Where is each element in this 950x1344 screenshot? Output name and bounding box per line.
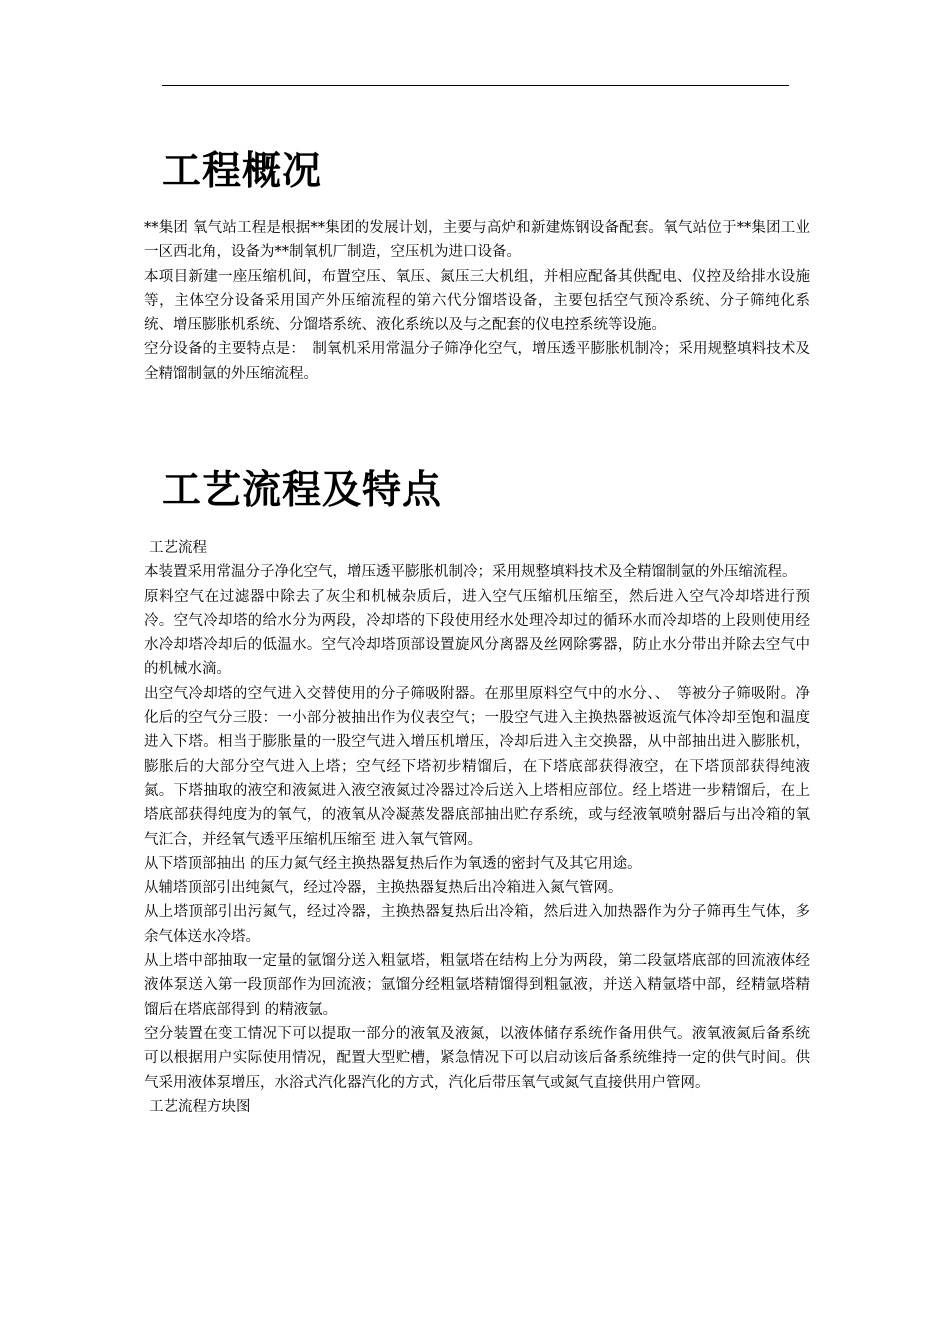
section-heading-process: 工艺流程及特点: [162, 467, 443, 513]
paragraph: 空分装置在变工情况下可以提取一部分的液氧及液氮，以液体储存系统作备用供气。液氧液氮后备系统可以根据用户实际使用情况，配置大型贮槽，紧急情况下可以启动该后备系统维持一定的供气时间。供气采用液体泵增压，水浴式汽化器汽化的方式，汽化后带压氧气或氮气直接供用户管网。: [144, 1025, 810, 1091]
paragraph: 从下塔顶部抽出 的压力氮气经主换热器复热后作为氧透的密封气及其它用途。: [144, 855, 642, 872]
paragraph: 出空气冷却塔的空气进入交替使用的分子筛吸附器。在那里原料空气中的水分、、 等被分子筛吸附。净化后的空气分三股：一小部分被抽出作为仪表空气；一股空气进入主换热器被返流气体冷却至饱和温度进入下塔。相当于膨胀量的一股空气进入增压机增压，冷却后进入主交换器，从中部抽出进入膨胀机，膨胀后的大部分空气进入上塔；空气经下塔初步精馏后，在下塔底部获得液空，在下塔顶部获得纯液氮。下塔抽取的液空和液氮进入液空液氮过冷器过冷后送入上塔相应部位。经上塔进一步精馏后，在上塔底部获得纯度为的氧气，的液氧从冷凝蒸发器底部抽出贮存系统，或与经液氧喷射器后与出冷箱的氧气汇合，并经氧气透平压缩机压缩至 进入氧气管网。: [144, 685, 810, 848]
section-process-body: [144, 536, 810, 1119]
paragraph: 从上塔中部抽取一定量的氩馏分送入粗氩塔，粗氩塔在结构上分为两段，第二段氩塔底部的回流液体经液体泵送入第一段顶部作为回流液；氩馏分经粗氩塔精馏得到粗氩液，并送入精氩塔中部，经精氩塔精馏后在塔底部得到 的精液氩。: [144, 953, 810, 1018]
section-overview-body: [144, 216, 810, 386]
paragraph: 从上塔顶部引出污氮气，经过冷器，主换热器复热后出冷箱，然后进入加热器作为分子筛再生气体，多余气体送水冷塔。: [144, 904, 810, 945]
paragraph: **集团 氧气站工程是根据**集团的发展计划，主要与高炉和新建炼钢设备配套。氧气站位于**集团工业一区西北角，设备为**制氧机厂制造，空压机为进口设备。: [144, 220, 810, 261]
paragraph: 空分设备的主要特点是： 制氧机采用常温分子筛净化空气，增压透平膨胀机制冷；采用规整填料技术及全精馏制氩的外压缩流程。: [144, 341, 810, 382]
subheading-process-block-diagram: 工艺流程方块图: [149, 1098, 251, 1115]
paragraph: 本装置采用常温分子净化空气，增压透平膨胀机制冷；采用规整填料技术及全精馏制氩的外压缩流程。: [144, 564, 797, 581]
subheading-process-flow: 工艺流程: [149, 540, 207, 556]
header-rule: [162, 85, 789, 86]
paragraph: 本项目新建一座压缩机间，布置空压、氧压、氮压三大机组，并相应配备其供配电、仪控及给排水设施等，主体空分设备采用国产外压缩流程的第六代分馏塔设备，主要包括空气预冷系统、分子筛纯化系统、增压膨胀机系统、分馏塔系统、液化系统以及与之配套的仪电控系统等设施。: [144, 268, 810, 334]
paragraph: 从辅塔顶部引出纯氮气，经过冷器，主换热器复热后出冷箱进入氮气管网。: [144, 880, 623, 897]
section-heading-overview: 工程概况: [162, 148, 323, 194]
paragraph: 原料空气在过滤器中除去了灰尘和机械杂质后，进入空气压缩机压缩至，然后进入空气冷却塔进行预冷。空气冷却塔的给水分为两段，冷却塔的下段使用经水处理冷却过的循环水而冷却塔的上段则使用经水冷却塔冷却后的低温水。空气冷却塔顶部设置旋风分离器及丝网除雾器，防止水分带出并除去空气中的机械水滴。: [144, 588, 810, 678]
